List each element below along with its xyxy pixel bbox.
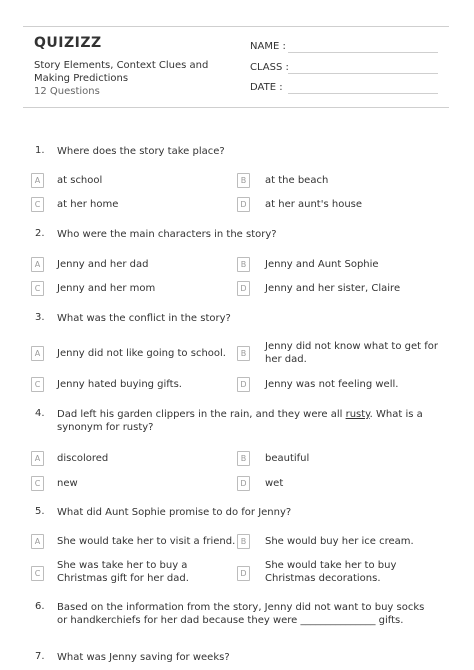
class-field[interactable] bbox=[288, 73, 438, 74]
name-label: NAME : bbox=[250, 41, 286, 52]
question-number: 1. bbox=[35, 145, 45, 156]
option-letter[interactable]: C bbox=[31, 377, 44, 392]
option-text[interactable]: Jenny and her mom bbox=[57, 283, 156, 294]
underlined-word: rusty bbox=[345, 409, 370, 420]
question-number: 6. bbox=[35, 601, 45, 612]
option-text[interactable]: beautiful bbox=[265, 453, 310, 464]
question-text: Dad left his garden clippers in the rain, and they were all rusty. What is a synonym for rusty? bbox=[57, 409, 423, 433]
quizizz-logo: QUIZIZZ bbox=[34, 35, 102, 51]
option-text[interactable]: at school bbox=[57, 175, 103, 186]
date-label: DATE : bbox=[250, 82, 283, 93]
option-letter[interactable]: B bbox=[237, 257, 250, 272]
option-letter[interactable]: D bbox=[237, 281, 250, 296]
question-count: 12 Questions bbox=[34, 86, 100, 97]
option-letter[interactable]: A bbox=[31, 534, 44, 549]
option-text[interactable]: at her aunt's house bbox=[265, 199, 363, 210]
option-text[interactable]: Jenny and her sister, Claire bbox=[265, 283, 401, 294]
option-text[interactable]: wet bbox=[265, 478, 284, 489]
option-text[interactable]: She was take her to buy a Christmas gift for her dad. bbox=[57, 560, 189, 584]
question-number: 4. bbox=[35, 408, 45, 419]
option-letter[interactable]: D bbox=[237, 377, 250, 392]
option-text[interactable]: at her home bbox=[57, 199, 119, 210]
option-text[interactable]: at the beach bbox=[265, 175, 329, 186]
option-text[interactable]: She would take her to buy Christmas decorations. bbox=[265, 560, 397, 584]
question-text: What was the conflict in the story? bbox=[57, 313, 231, 324]
question-text: Who were the main characters in the story? bbox=[57, 229, 277, 240]
option-letter[interactable]: C bbox=[31, 197, 44, 212]
question-number: 3. bbox=[35, 312, 45, 323]
option-letter[interactable]: A bbox=[31, 173, 44, 188]
worksheet-title: Story Elements, Context Clues and Making Predictions bbox=[34, 60, 209, 84]
option-letter[interactable]: D bbox=[237, 197, 250, 212]
option-letter[interactable]: B bbox=[237, 173, 250, 188]
option-letter[interactable]: D bbox=[237, 476, 250, 491]
option-letter[interactable]: A bbox=[31, 346, 44, 361]
option-letter[interactable]: B bbox=[237, 534, 250, 549]
name-field[interactable] bbox=[288, 52, 438, 53]
question-text: What did Aunt Sophie promise to do for Jenny? bbox=[57, 507, 292, 518]
question-text: Based on the information from the story, Jenny did not want to buy socks or handkerchiefs for her dad because they were _______________ gifts. bbox=[57, 602, 425, 626]
option-letter[interactable]: B bbox=[237, 346, 250, 361]
option-text[interactable]: Jenny was not feeling well. bbox=[265, 379, 399, 390]
option-text[interactable]: Jenny and Aunt Sophie bbox=[265, 259, 379, 270]
option-letter[interactable]: A bbox=[31, 451, 44, 466]
option-letter[interactable]: D bbox=[237, 566, 250, 581]
option-letter[interactable]: A bbox=[31, 257, 44, 272]
option-letter[interactable]: C bbox=[31, 566, 44, 581]
option-text[interactable]: discolored bbox=[57, 453, 109, 464]
option-text[interactable]: Jenny did not know what to get for her dad. bbox=[265, 341, 438, 365]
class-label: CLASS : bbox=[250, 62, 289, 73]
date-field[interactable] bbox=[288, 93, 438, 94]
option-text[interactable]: She would take her to visit a friend. bbox=[57, 536, 236, 547]
option-text[interactable]: Jenny and her dad bbox=[57, 259, 149, 270]
question-number: 5. bbox=[35, 506, 45, 517]
option-text[interactable]: new bbox=[57, 478, 78, 489]
question-number: 7. bbox=[35, 651, 45, 662]
option-text[interactable]: Jenny did not like going to school. bbox=[57, 348, 226, 359]
option-letter[interactable]: B bbox=[237, 451, 250, 466]
option-text[interactable]: She would buy her ice cream. bbox=[265, 536, 414, 547]
option-letter[interactable]: C bbox=[31, 281, 44, 296]
option-letter[interactable]: C bbox=[31, 476, 44, 491]
question-text: What was Jenny saving for weeks? bbox=[57, 652, 230, 663]
question-text: Where does the story take place? bbox=[57, 146, 225, 157]
question-number: 2. bbox=[35, 228, 45, 239]
option-text[interactable]: Jenny hated buying gifts. bbox=[57, 379, 182, 390]
